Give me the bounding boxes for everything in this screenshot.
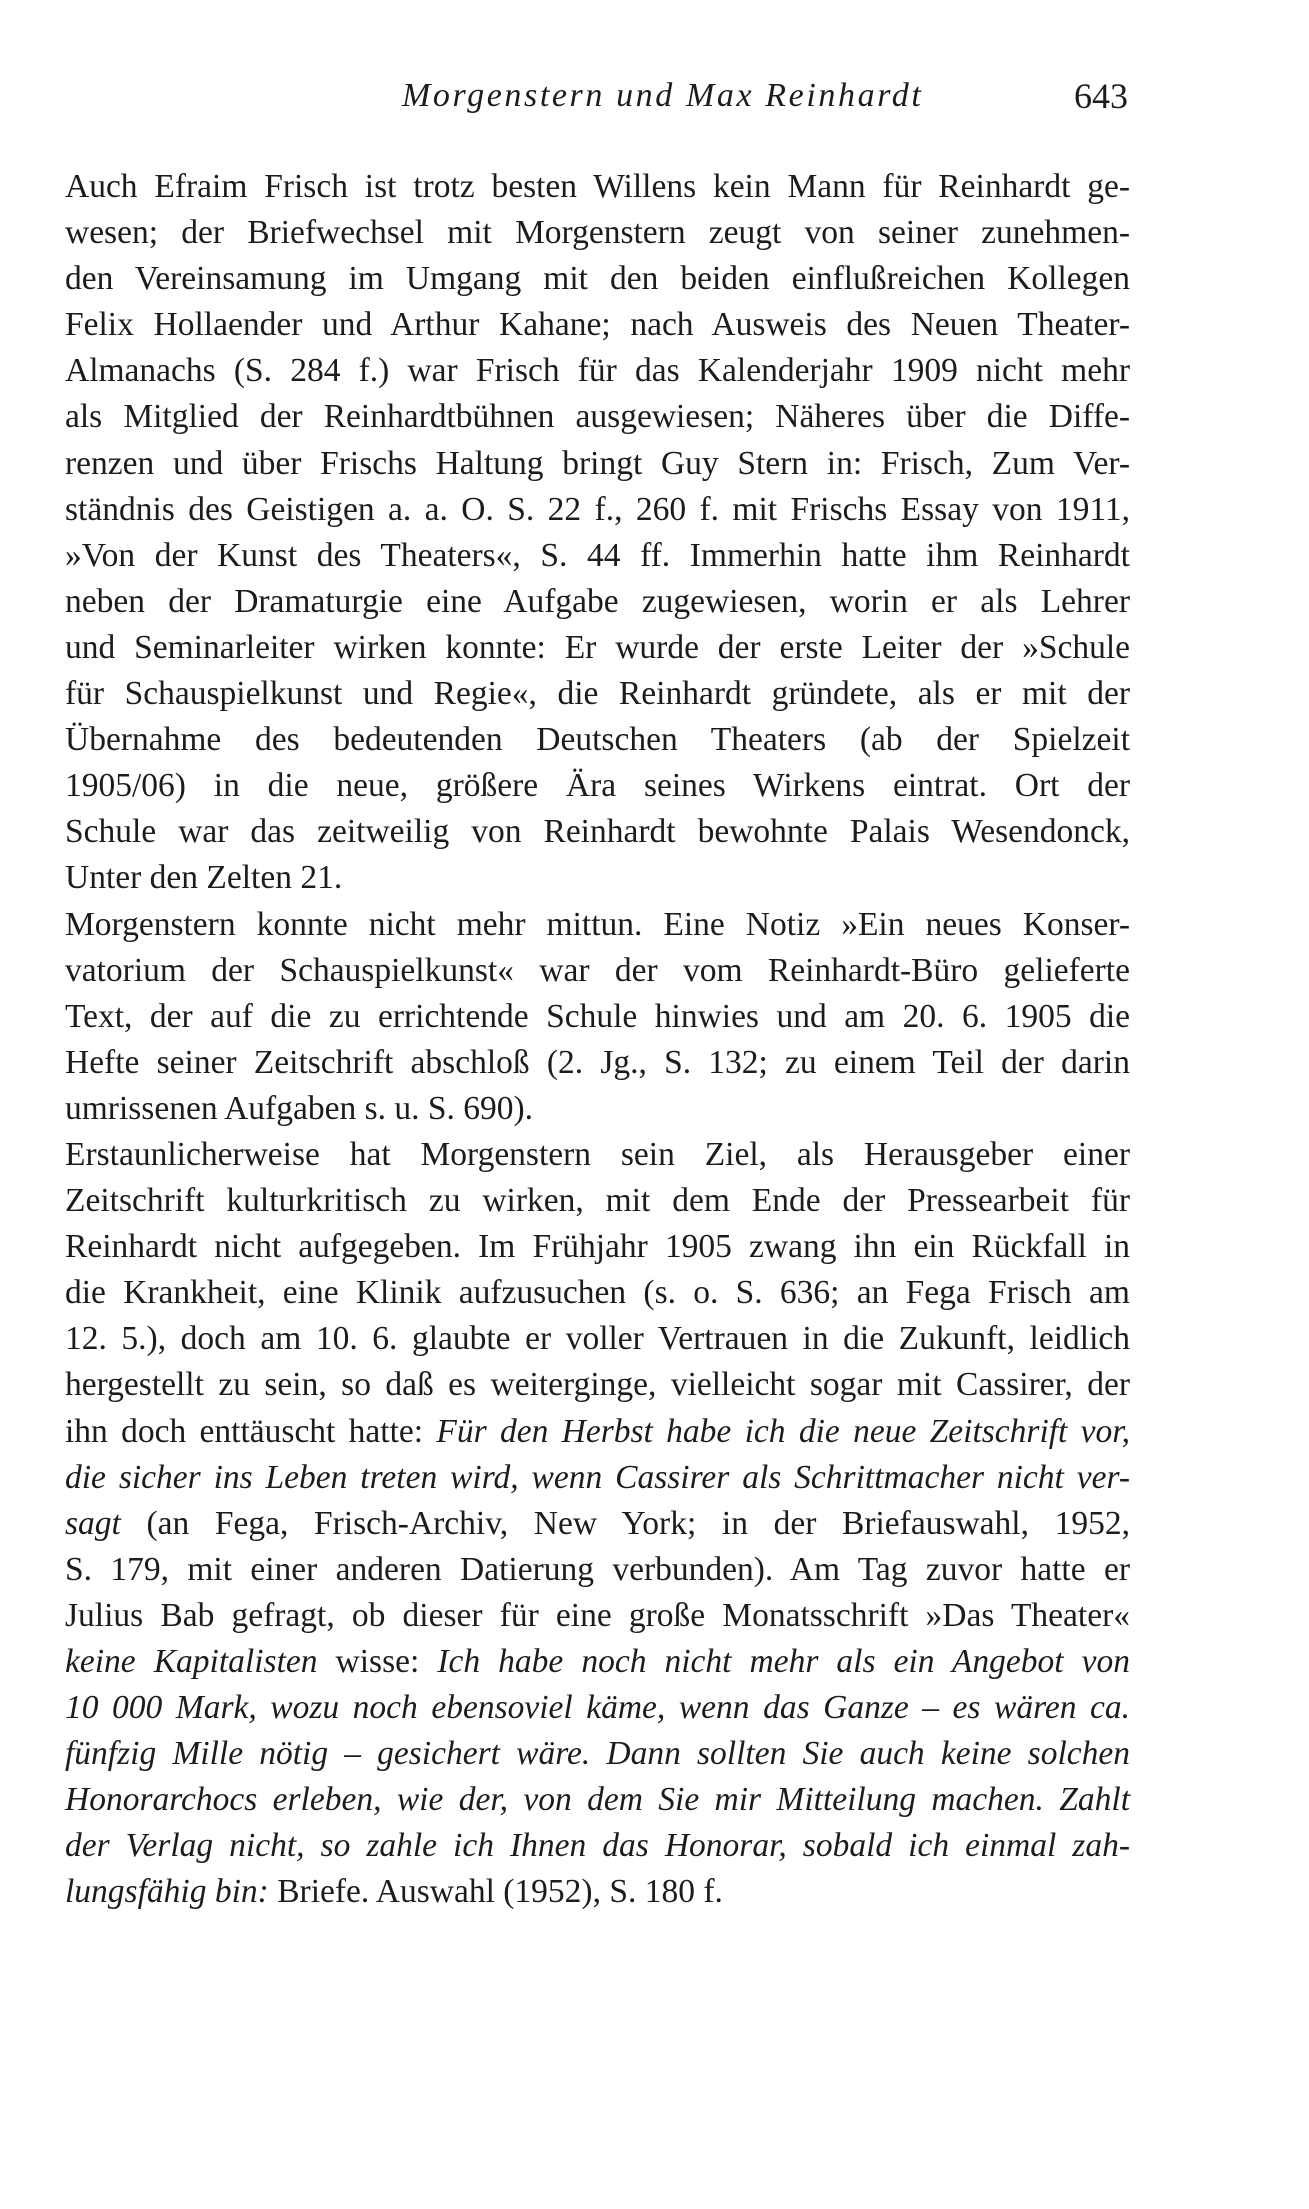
text-line [65,1086,1130,1132]
text-segment: neben der Dramaturgie eine Aufgabe zugewiesen, worin er als Lehrer [65,582,1130,620]
page-number: 643 [1074,76,1128,116]
italic-quote-segment: Für den Herbst habe ich die neue Zeitschrift vor, [436,1412,1131,1450]
text-line [65,394,1130,440]
text-segment: »Von der Kunst des Theaters«, S. 44 ff. Immerhin hatte ihm Reinhardt [65,536,1130,574]
text-segment: wesen; der Briefwechsel mit Morgenstern zeugt von seiner zunehmen- [65,214,1130,252]
text-segment: Erstaunlicherweise hat Morgenstern sein Ziel, als Herausgeber einer [65,1135,1130,1173]
italic-quote-segment: keine Kapitalisten [65,1643,318,1680]
text-segment: Unter den Zelten 21. [65,859,343,897]
text-line [65,1409,1130,1455]
paragraph [65,164,1130,902]
text-line [65,1362,1130,1408]
text-line [65,1455,1130,1501]
text-segment: Auch Efraim Frisch ist trotz besten Willens kein Mann für Reinhardt ge- [65,168,1130,205]
text-line [65,625,1130,671]
text-segment: Text, der auf die zu errichtende Schule hinwies und am 20. 6. 1905 die [65,997,1130,1035]
text-segment: 12. 5.), doch am 10. 6. glaubte er voller Vertrauen in die Zukunft, leidlich [65,1320,1130,1358]
text-line [65,1869,1130,1915]
text-line [65,1178,1130,1224]
text-line [65,487,1130,533]
text-segment: Reinhardt nicht aufgegeben. Im Frühjahr 1905 zwang ihn ein Rückfall in [65,1228,1130,1266]
text-segment: Almanachs (S. 284 f.) war Frisch für das Kalenderjahr 1909 nicht mehr [65,352,1130,390]
text-line [65,855,1130,901]
text-segment: für Schauspielkunst und Regie«, die Reinhardt gründete, als er mit der [65,675,1130,713]
text-line [65,994,1130,1040]
text-segment: umrissenen Aufgaben s. u. S. 690). [65,1089,534,1127]
text-line [65,1547,1130,1593]
text-line [65,1270,1130,1316]
text-line [65,1132,1130,1178]
italic-quote-segment: lungsfähig bin: [65,1873,269,1911]
text-segment: hergestellt zu sein, so daß es weiterginge, vielleicht sogar mit Cassirer, der [65,1366,1130,1404]
text-segment: Felix Hollaender und Arthur Kahane; nach Ausweis des Neuen Theater- [65,306,1130,344]
text-segment: Übernahme des bedeutenden Deutschen Theaters (ab der Spielzeit [65,721,1130,759]
text-line [65,1593,1130,1639]
paragraph [65,902,1130,1132]
text-segment: Julius Bab gefragt, ob dieser für eine große Monatsschrift »Das Theater« [65,1596,1130,1634]
italic-quote-segment: Ich habe noch nicht mehr als ein Angebot von [437,1643,1130,1680]
text-segment: vatorium der Schauspielkunst« war der vom Reinhardt-Büro gelieferte [65,951,1130,989]
italic-quote-segment: die sicher ins Leben treten wird, wenn Cassirer als Schrittmacher nicht ver- [65,1458,1130,1496]
text-line [65,533,1130,579]
running-head-title: Morgenstern und Max Reinhardt [402,77,924,114]
text-line [65,1685,1130,1731]
text-line [65,948,1130,994]
text-line [65,1040,1130,1086]
text-line [65,1501,1130,1547]
running-head [0,76,1309,116]
text-line [65,579,1130,625]
text-segment: die Krankheit, eine Klinik aufzusuchen (s. o. S. 636; an Fega Frisch am [65,1274,1130,1312]
text-segment: Hefte seiner Zeitschrift abschloß (2. Jg., S. 132; zu einem Teil der darin [65,1043,1130,1081]
text-line [65,809,1130,855]
paragraph [65,1132,1130,1916]
text-segment: Morgenstern konnte nicht mehr mittun. Eine Notiz »Ein neues Konser- [65,905,1130,943]
text-line [65,1777,1130,1823]
text-segment: 1905/06) in die neue, größere Ära seines Wirkens eintrat. Ort der [65,767,1130,805]
text-segment: ihn doch enttäuscht hatte: [65,1412,437,1450]
text-line [65,210,1130,256]
italic-quote-segment: fünfzig Mille nötig – gesichert wäre. Dann sollten Sie auch keine solchen [65,1735,1130,1773]
text-line [65,671,1130,717]
text-segment: wisse: [317,1643,438,1680]
text-segment: (an Fega, Frisch-Archiv, New York; in der Briefauswahl, 1952, [120,1504,1130,1542]
text-line [65,164,1130,210]
text-segment: renzen und über Frischs Haltung bringt Guy Stern in: Frisch, Zum Ver- [65,444,1130,482]
text-segment: Schule war das zeitweilig von Reinhardt bewohnte Palais Wesendonck, [65,813,1130,851]
text-line [65,348,1130,394]
text-line [65,763,1130,809]
text-segment: S. 179, mit einer anderen Datierung verbunden). Am Tag zuvor hatte er [65,1550,1130,1588]
text-line [65,1823,1130,1869]
text-segment: und Seminarleiter wirken konnte: Er wurde der erste Leiter der »Schule [65,628,1130,666]
text-line [65,717,1130,763]
text-segment: den Vereinsamung im Umgang mit den beiden einflußreichen Kollegen [65,260,1130,298]
text-segment: ständnis des Geistigen a. a. O. S. 22 f., 260 f. mit Frischs Essay von 1911, [65,490,1130,528]
text-line [65,1224,1130,1270]
italic-quote-segment: Honorarchocs erleben, wie der, von dem Sie mir Mitteilung machen. Zahlt [65,1781,1130,1819]
text-line [65,1639,1130,1685]
text-line [65,902,1130,948]
text-segment: Zeitschrift kulturkritisch zu wirken, mit dem Ende der Pressearbeit für [65,1182,1130,1220]
italic-quote-segment: der Verlag nicht, so zahle ich Ihnen das Honorar, sobald ich einmal zah- [65,1827,1130,1865]
text-line [65,1316,1130,1362]
italic-quote-segment: 10 000 Mark, wozu noch ebensoviel käme, wenn das Ganze – es wären ca. [65,1689,1130,1727]
body-text [65,164,1130,1916]
text-segment: Briefe. Auswahl (1952), S. 180 f. [268,1873,723,1911]
text-line [65,441,1130,487]
text-line [65,1731,1130,1777]
text-segment: als Mitglied der Reinhardtbühnen ausgewiesen; Näheres über die Diffe- [65,398,1130,436]
text-line [65,302,1130,348]
text-line [65,256,1130,302]
italic-quote-segment: sagt [65,1504,121,1542]
